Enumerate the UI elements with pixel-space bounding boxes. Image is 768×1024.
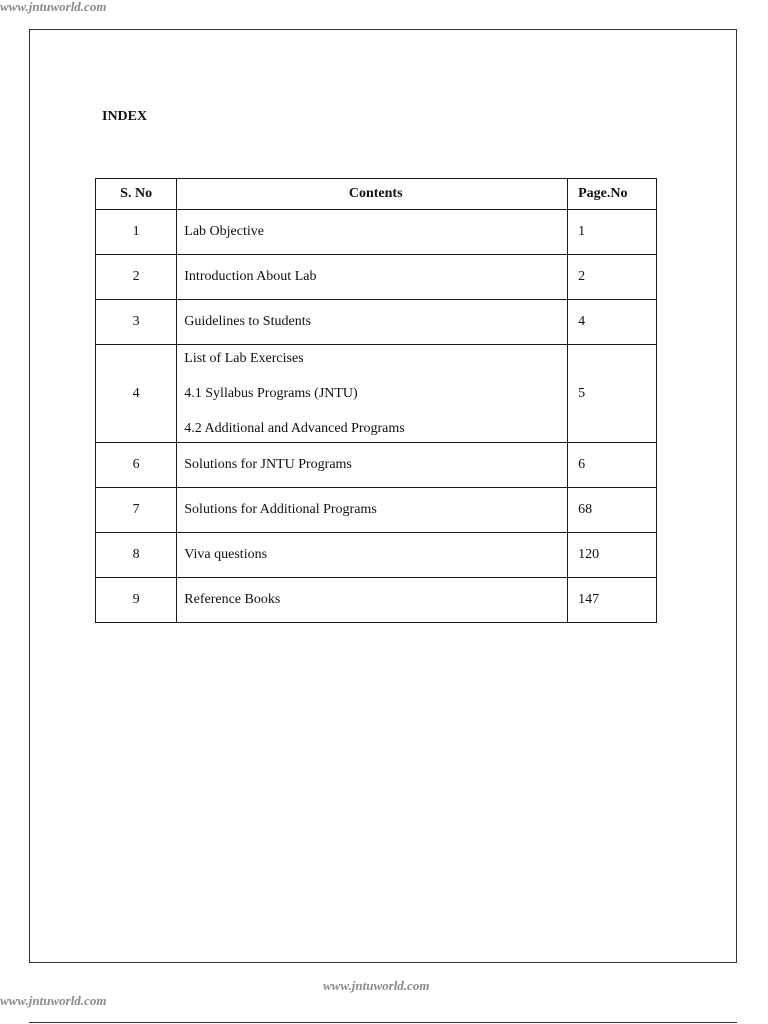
row-page: 5 [568, 345, 657, 443]
table-header-row [96, 179, 657, 210]
row-contents: Solutions for Additional Programs [177, 488, 568, 533]
header-contents: Contents [177, 179, 568, 210]
row-sno: 1 [96, 210, 177, 255]
table-row [96, 345, 657, 443]
row-page: 147 [568, 578, 657, 623]
header-page: Page.No [568, 179, 657, 210]
bottom-divider [29, 1022, 737, 1023]
exercise-list-item: 4.2 Additional and Advanced Programs [184, 421, 405, 436]
row-sno: 7 [96, 488, 177, 533]
row-page: 1 [568, 210, 657, 255]
row-sno: 3 [96, 300, 177, 345]
row-sno: 9 [96, 578, 177, 623]
row-page: 6 [568, 443, 657, 488]
row-contents [177, 345, 568, 443]
table-row [96, 210, 657, 255]
row-page: 68 [568, 488, 657, 533]
row-page: 2 [568, 255, 657, 300]
exercise-list-item: 4.1 Syllabus Programs (JNTU) [184, 386, 358, 401]
header-sno: S. No [96, 179, 177, 210]
table-row [96, 533, 657, 578]
row-sno: 6 [96, 443, 177, 488]
row-contents: Viva questions [177, 533, 568, 578]
row-sno: 2 [96, 255, 177, 300]
row-contents: Lab Objective [177, 210, 568, 255]
exercise-list-title: List of Lab Exercises [184, 351, 304, 366]
row-contents: Solutions for JNTU Programs [177, 443, 568, 488]
row-contents: Guidelines to Students [177, 300, 568, 345]
row-sno: 4 [96, 345, 177, 443]
row-page: 4 [568, 300, 657, 345]
table-row [96, 443, 657, 488]
row-contents: Reference Books [177, 578, 568, 623]
page-title: INDEX [102, 109, 148, 124]
table-row [96, 255, 657, 300]
table-row [96, 578, 657, 623]
row-page: 120 [568, 533, 657, 578]
watermark-center: www.jntuworld.com [323, 978, 430, 993]
index-table [95, 178, 657, 623]
row-sno: 8 [96, 533, 177, 578]
table-row [96, 300, 657, 345]
row-contents: Introduction About Lab [177, 255, 568, 300]
watermark-top: www.jntuworld.com [0, 0, 107, 14]
table-row [96, 488, 657, 533]
watermark-bottom: www.jntuworld.com [0, 993, 107, 1008]
